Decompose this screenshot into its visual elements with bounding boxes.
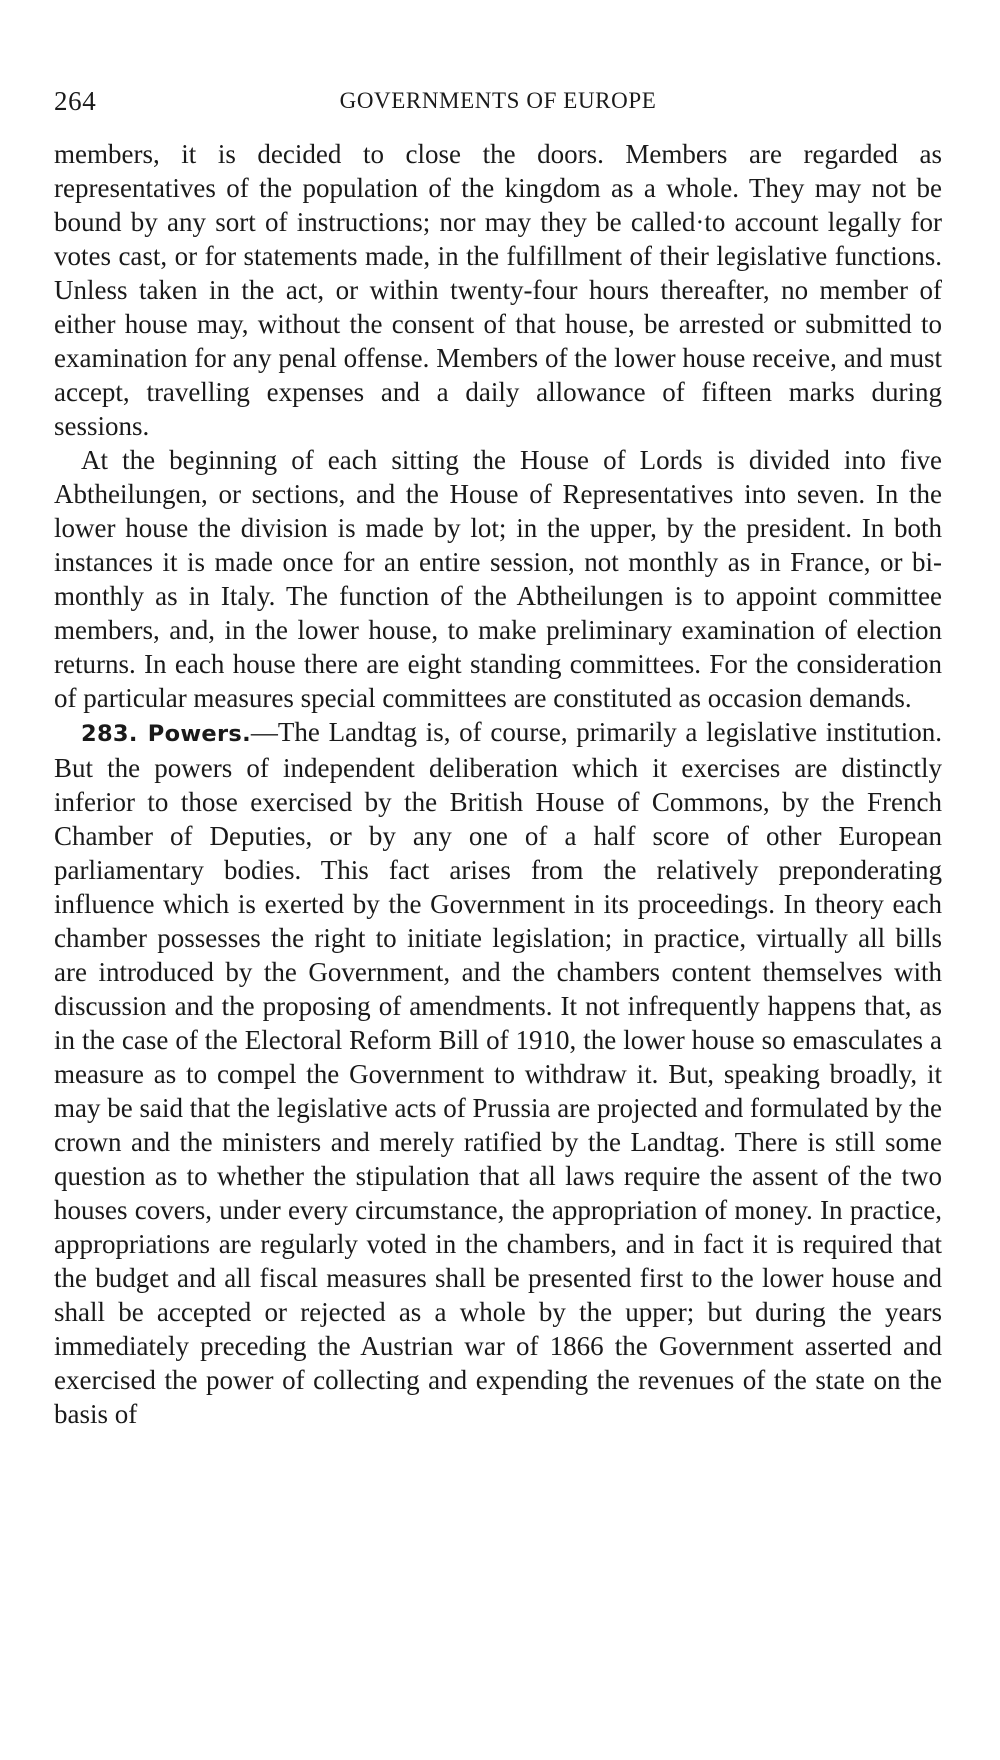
paragraph-abtheilungen: At the beginning of each sitting the House of Lords is divided into five Abtheilungen, or sections, and the House of Representatives into seven. In the lower house the division is made by lot; in the upper, by the president. In both instances it is made once for an entire session, not monthly as in France, or bi-monthly as in Italy. The function of the Abtheilungen is to appoint committee members, and, in the lower house, to make preliminary examination of election returns. In each house there are eight standing committees. For the consideration of particular measures special committees are constituted as occasion demands. xyxy=(54,445,942,713)
paragraph-continuation: members, it is decided to close the doors. Members are regarded as representatives of the population of the kingdom as a whole. They may not be bound by any sort of instructions; nor may they be called·to account legally for votes cast, or for statements made, in the fulfillment of their legislative functions. Unless taken in the act, or within twenty-four hours thereafter, no member of either house may, without the consent of that house, be arrested or submitted to examination for any penal offense. Members of the lower house receive, and must accept, travelling expenses and a daily allowance of fifteen marks during sessions. xyxy=(54,139,942,441)
page-number: 264 xyxy=(54,86,97,116)
running-header xyxy=(54,80,942,120)
paragraph-powers-text: —The Landtag is, of course, primarily a legislative institution. But the powers of independent deliberation which it exercises are distinctly inferior to those exercised by the British House of Commons, by the French Chamber of Deputies, or by any one of a half score of other European parliamentary bodies. This fact arises from the relatively preponderating influence which is exerted by the Government in its proceedings. In theory each chamber possesses the right to initiate legislation; in practice, virtually all bills are introduced by the Government, and the chambers content themselves with discussion and the proposing of amendments. It not infrequently happens that, as in the case of the Electoral Reform Bill of 1910, the lower house so emasculates a measure as to compel the Government to withdraw it. But, speaking broadly, it may be said that the legislative acts of Prussia are projected and formulated by the crown and the ministers and merely ratified by the Landtag. There is still some question as to whether the stipulation that all laws require the assent of the two houses covers, under every circumstance, the appropriation of money. In practice, appropriations are regularly voted in the chambers, and in fact it is required that the budget and all fiscal measures shall be presented first to the lower house and shall be accepted or rejected as a whole by the upper; but during the years immediately preceding the Austrian war of 1866 the Government asserted and exercised the power of collecting and expending the revenues of the state on the basis of xyxy=(54,717,943,1429)
paragraph-powers xyxy=(54,715,942,1431)
section-heading: 283. Powers. xyxy=(81,721,251,747)
book-page xyxy=(54,80,942,1431)
running-title: GOVERNMENTS OF EUROPE xyxy=(339,88,657,113)
